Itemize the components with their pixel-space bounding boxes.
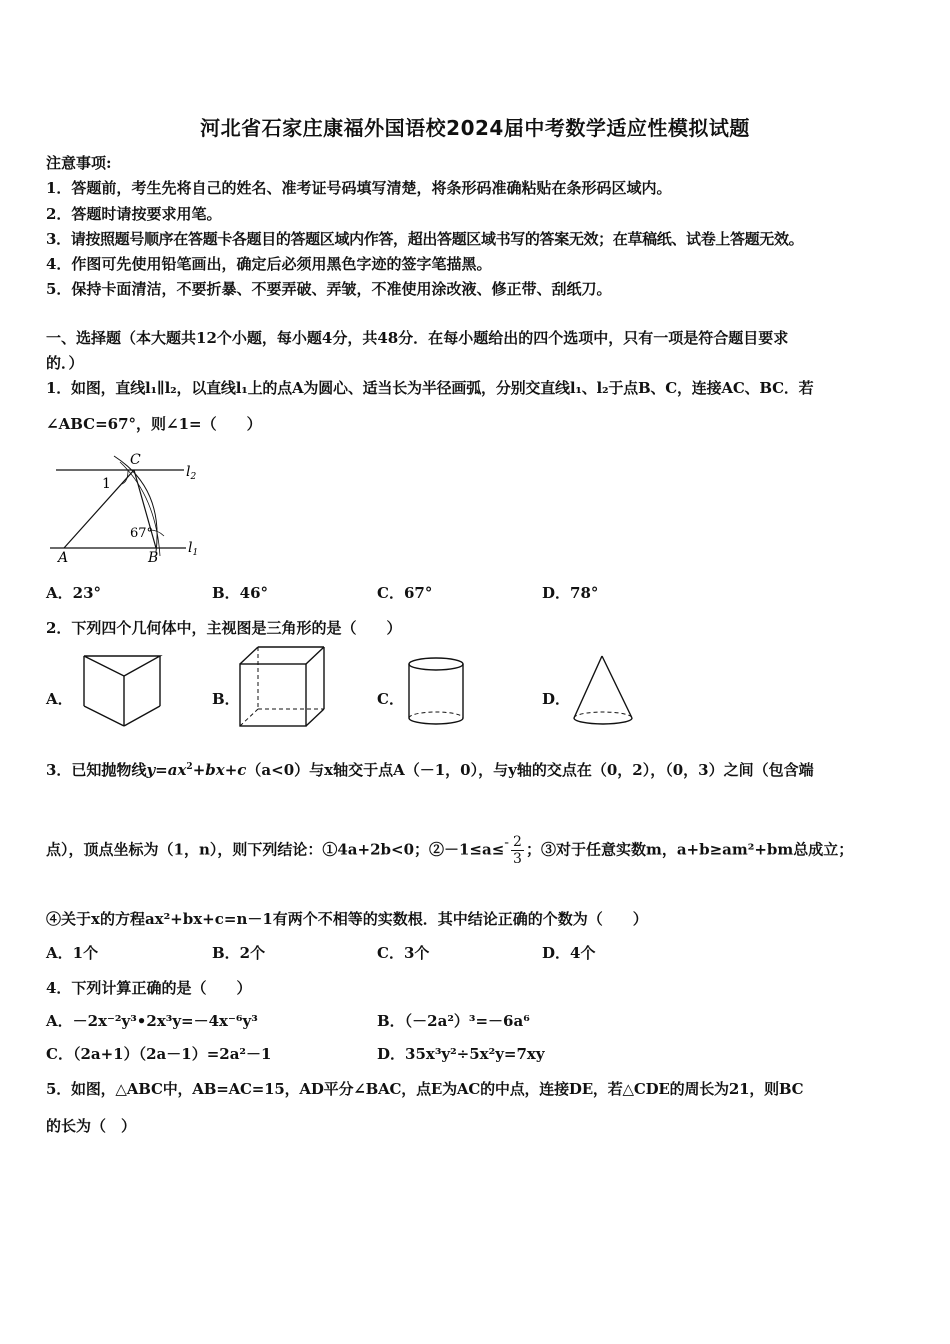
q3-fraction: $\frac{2}{3}$ xyxy=(513,834,522,867)
q1-option-a[interactable]: A．23° xyxy=(46,584,102,602)
label-angle-1: 1 xyxy=(102,476,111,492)
notice-item: 5．保持卡面清洁，不要折暴、不要弄破、弄皱，不准使用涂改液、修正带、刮纸刀。 xyxy=(46,280,612,298)
label-angle-67: 67° xyxy=(130,526,154,541)
q3-option-b[interactable]: B．2个 xyxy=(212,944,266,962)
q3-stem-cont2: ④关于x的方程ax²+bx+c=n－1有两个不相等的实数根．其中结论正确的个数为（ ） xyxy=(46,910,648,928)
notice-item: 4．作图可先使用铅笔画出，确定后必须用黑色字迹的签字笔描黑。 xyxy=(46,255,492,273)
q4-stem: 4．下列计算正确的是（ ） xyxy=(46,979,252,997)
q1-stem: 1．如图，直线l₁∥l₂，以直线l₁上的点A为圆心、适当长为半径画弧，分别交直线l₁、l₂于点B、C，连接AC、BC．若 xyxy=(46,379,814,397)
q1-option-d[interactable]: D．78° xyxy=(542,584,599,602)
label-a: A xyxy=(58,550,69,566)
q3-stem-cont: 点），顶点坐标为（1，n），则下列结论：①4a+2b<0；②－1≤a≤- $\frac{2}{3}$ ；③对于任意实数m，a+b≥am²+bm总成立； xyxy=(46,834,854,867)
q3-formula: y xyxy=(146,761,156,779)
q5-stem-cont: 的长为（ ） xyxy=(46,1117,137,1135)
segment-ac xyxy=(64,470,134,548)
q1-option-c[interactable]: C．67° xyxy=(377,584,433,602)
section-heading-cont: 的．） xyxy=(46,354,84,372)
triangular-prism-icon xyxy=(78,650,168,730)
q4-option-a[interactable]: A．－2x⁻²y³•2x³y=－4x⁻⁶y³ xyxy=(46,1012,258,1030)
notice-item: 1．答题前，考生先将自己的姓名、准考证号码填写清楚，将条形码准确粘贴在条形码区域内。 xyxy=(46,179,672,197)
cylinder-icon xyxy=(404,654,470,730)
q2-option-b[interactable]: B． xyxy=(212,690,240,708)
q4-option-c[interactable]: C．（2a+1）（2a－1）=2a²－1 xyxy=(46,1045,272,1063)
q1-figure xyxy=(44,448,204,568)
page-title: 河北省石家庄康福外国语校2024届中考数学适应性模拟试题 xyxy=(200,116,750,140)
q3-option-a[interactable]: A．1个 xyxy=(46,944,99,962)
q2-stem: 2．下列四个几何体中，主视图是三角形的是（ ） xyxy=(46,619,402,637)
q2-option-a[interactable]: A． xyxy=(46,690,73,708)
q3-stem: 3．已知抛物线$y=ax^2+bx+c(a<0)$与x轴交于点A（－1，0），与y轴的交点在（0，2），（0，3）之间（包含端 xyxy=(46,761,814,779)
q2-option-c[interactable]: C． xyxy=(377,690,404,708)
q2-option-d[interactable]: D． xyxy=(542,690,571,708)
q3-option-d[interactable]: D．4个 xyxy=(542,944,596,962)
label-c: C xyxy=(130,452,141,468)
label-l2: $l_2$ xyxy=(186,464,197,482)
q5-stem: 5．如图，△ABC中，AB=AC=15，AD平分∠BAC，点E为AC的中点，连接DE，若△CDE的周长为21，则BC xyxy=(46,1080,804,1098)
q1-option-b[interactable]: B．46° xyxy=(212,584,269,602)
q4-option-d[interactable]: D．35x³y²÷5x²y=7xy xyxy=(377,1045,545,1063)
cube-icon xyxy=(236,644,330,730)
notice-heading: 注意事项: xyxy=(46,154,112,172)
section-heading: 一、选择题（本大题共12个小题，每小题4分，共48分．在每小题给出的四个选项中，只有一项是符合题目要求 xyxy=(46,329,789,347)
q1-stem-cont: ∠ABC=67°，则∠1=（ ） xyxy=(46,415,262,433)
label-l1: $l_1$ xyxy=(188,540,199,558)
q3-minus: - xyxy=(504,834,510,851)
label-b: B xyxy=(148,550,159,566)
q3-option-c[interactable]: C．3个 xyxy=(377,944,430,962)
notice-item: 3．请按照题号顺序在答题卡各题目的答题区域内作答，超出答题区域书写的答案无效；在草稿纸、试卷上答题无效。 xyxy=(46,230,804,248)
notice-item: 2．答题时请按要求用笔。 xyxy=(46,205,222,223)
q4-option-b[interactable]: B．（－2a²）³=－6a⁶ xyxy=(377,1012,530,1030)
cone-icon xyxy=(570,652,640,730)
